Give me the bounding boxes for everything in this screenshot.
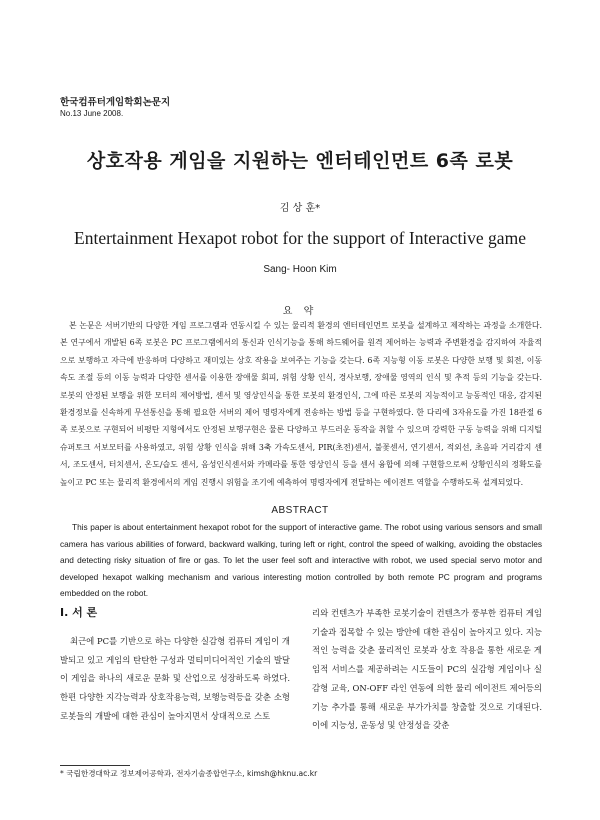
- footnote: * 국립한경대학교 정보제어공학과, 전자기술종합연구소, kimsh@hknu.ac.kr: [60, 769, 318, 778]
- abstract-korean-body: 본 논문은 서버기반의 다양한 게임 프로그램과 연동시킬 수 있는 물리적 환경의 엔터테인먼트 로봇을 설계하고 제작하는 과정을 소개한다. 본 연구에서 개발된 6족 로봇은 PC 프로그램에서의 통신과 인식기능을 통해 하드웨어를 원격 제어하는 능력과 주변환경을 감지하여 자율적으로 보행하고 자극에 반응하며 다양하고 재미있는 상호 작용을 보여주는 기능을 갖는다. 6족 지능형 이동 로봇은 다양한 보행 및 회전, 이동 속도 조절 등의 이동 능력과 다양한 센서를 이용한 장애물 회피, 위험 상황 인식, 경사보행, 장애물 영역의 인식 및 추적 등의 기능을 갖는다. 로봇의 안정된 보행을 위한 모터의 제어방법, 센서 및 영상인식을 통한 로봇의 환경인식, 그에 따른 로봇의 지능적이고 능동적인 대응, 감지된 환경정보를 신속하게 무선통신을 통해 필요한 서버의 제어 명령자에게 전송하는 방법 등을 구현하였다. 한 다리에 3자유도를 가진 18관절 6족 로봇으로 구현되어 비평탄 지형에서도 안정된 보행구현은 물론 다양하고 부드러운 동작을 취할 수 있으며 강력한 구동 능력을 위해 디지털 슈퍼토크 서보모터를 사용하였고, 위험 상황 인식을 위해 3축 가속도센서, PIR(초전)센서, 불꽃센서, 연기센서, 적외선, 초음파 거리감지 센서, 조도센서, 터치센서, 온도/습도 센서, 음성인식센서와 카메라를 통한 영상인식 등을 센서 융합에 의해 구현함으로써 상황인식의 정확도를 높이고 PC 또는 물리적 환경에서의 게임 진행시 위험을 조기에 예측하여 명령자에게 전달하는 에이전트 역할을 수행하도록 설계되었다.: [60, 321, 542, 487]
- journal-issue: No.13 June 2008.: [60, 109, 124, 118]
- author-korean: 김 상 훈*: [279, 203, 321, 214]
- paper-title-korean: 상호작용 게임을 지원하는 엔터테인먼트 6족 로봇: [86, 150, 514, 172]
- footnote-rule: [60, 765, 130, 766]
- author-english: Sang- Hoon Kim: [263, 264, 337, 275]
- abstract-korean-heading: 요 약: [282, 306, 318, 317]
- introduction-column-left: 최근에 PC를 기반으로 하는 다양한 실감형 컴퓨터 게임이 개발되고 있고 게임의 탄탄한 구성과 멀티미디어적인 기술의 발달이 게임을 하나의 새로운 문화 및 산업으로 성장하도록 하였다. 한편 다양한 지각능력과 상호작용능력, 보행능력등을 갖춘 소형 로봇들의 개발에 대한 관심이 높아지면서 상대적으로 스토: [60, 636, 290, 721]
- journal-name: 한국컴퓨터게임학회논문지: [60, 97, 171, 108]
- introduction-heading: Ⅰ. 서 론: [60, 606, 98, 619]
- abstract-english-body: This paper is about entertainment hexapot robot for the support of interactive game. The robot using various sensors and small camera has various abilities of forward, backward walking, turing left or right, control the speed of walking, avoiding the obstacles and detecting risky situation of fire or gas. To let the user feel soft and interactive with robot, we used special servo motor and developed hexapot walking mechanism and various interesting motion controlled by both remote PC program and programs embedded on the robot.: [60, 522, 542, 599]
- introduction-column-right: 리와 컨텐츠가 부족한 로봇기술이 컨텐츠가 풍부한 컴퓨터 게임기술과 접목할 수 있는 방안에 대한 관심이 높아지고 있다. 지능적인 능력을 갖춘 물리적인 로봇과 상호 작용을 통한 새로운 게임적 서비스를 제공하려는 시도들이 PC의 실감형 게임이나 실감형 교육, ON-OFF 라인 연동에 의한 물리 에이전트 제어등의 기능 추가를 통해 새로운 부가가치를 창출할 것으로 기대된다. 이에 지능성, 운동성 및 안정성을 갖춘: [312, 608, 542, 731]
- paper-title-english: Entertainment Hexapot robot for the support of Interactive game: [74, 228, 526, 248]
- abstract-english-heading: ABSTRACT: [271, 505, 329, 516]
